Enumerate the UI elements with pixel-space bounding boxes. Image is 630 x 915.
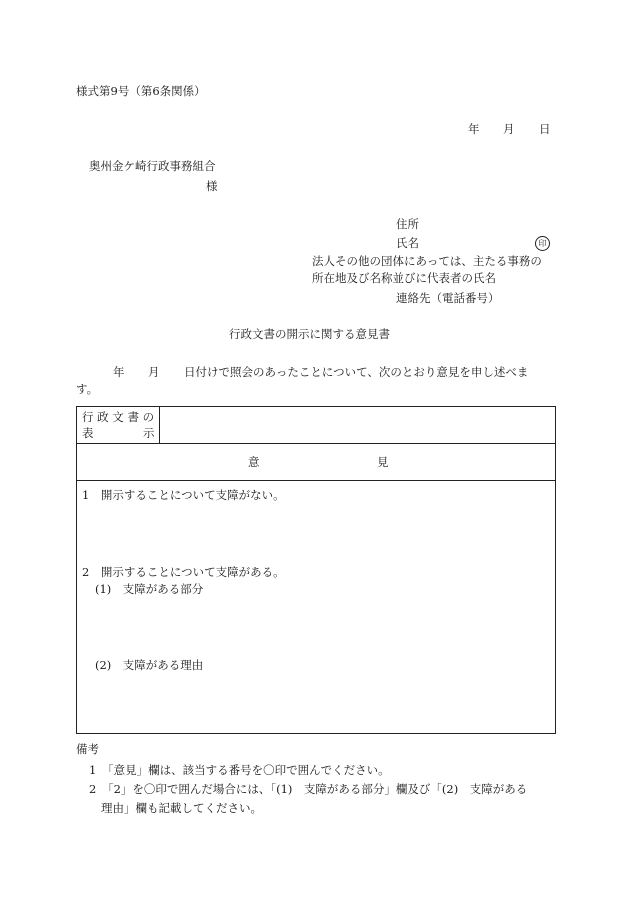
opinion-header-b: 見	[377, 455, 389, 469]
intro-text-cont: す。	[76, 382, 99, 396]
date-month-label: 月	[503, 122, 515, 136]
address-label: 住所	[396, 217, 419, 231]
date-day-label: 日	[539, 122, 551, 136]
remarks-note-1: 1 「意見」欄は、該当する番号を〇印で囲んでください。	[89, 763, 390, 777]
obstacle-reason-field[interactable]	[113, 675, 543, 725]
opinion-option-1[interactable]: 1 開示することについて支障がない。	[82, 488, 285, 502]
doc-display-field[interactable]	[167, 413, 547, 437]
document-title: 行政文書の開示に関する意見書	[229, 327, 390, 341]
corporate-note-line1: 法人その他の団体にあっては、主たる事務の	[312, 254, 542, 268]
corporate-note-line2: 所在地及び名称並びに代表者の氏名	[312, 271, 496, 285]
contact-label: 連絡先（電話番号）	[396, 291, 500, 305]
doc-display-label-a: 表	[82, 426, 94, 440]
obstacle-reason-label: (2) 支障がある理由	[95, 658, 204, 672]
opinion-table	[76, 406, 556, 734]
remarks-note-2: 2 「2」を〇印で囲んだ場合には、「(1) 支障がある部分」欄及び「(2) 支障がある	[89, 782, 528, 796]
opinion-header-a: 意	[248, 455, 260, 469]
seal-mark: 印	[535, 236, 550, 251]
intro-text: 日付けで照会のあったことについて、次のとおり意見を申し述べま	[184, 365, 529, 379]
table-divider	[159, 407, 160, 443]
name-label: 氏名	[396, 236, 419, 250]
doc-display-label: 行 政 文 書 の	[82, 410, 155, 424]
remarks-heading: 備考	[76, 742, 99, 756]
addressee-honorific: 様	[206, 179, 218, 193]
date-year-label: 年	[468, 122, 480, 136]
table-divider	[77, 480, 555, 481]
intro-year: 年	[113, 365, 125, 379]
doc-display-label-b: 示	[143, 426, 155, 440]
opinion-option-2[interactable]: 2 開示することについて支障がある。	[82, 565, 285, 579]
remarks-note-2-cont: 理由」欄も記載してください。	[101, 801, 262, 815]
intro-month: 月	[148, 365, 160, 379]
table-divider	[77, 443, 555, 444]
addressee-org: 奥州金ケ崎行政事務組合	[89, 159, 216, 173]
obstacle-part-field[interactable]	[113, 599, 543, 649]
obstacle-part-label: (1) 支障がある部分	[95, 582, 204, 596]
form-number: 様式第9号（第6条関係）	[76, 84, 206, 98]
